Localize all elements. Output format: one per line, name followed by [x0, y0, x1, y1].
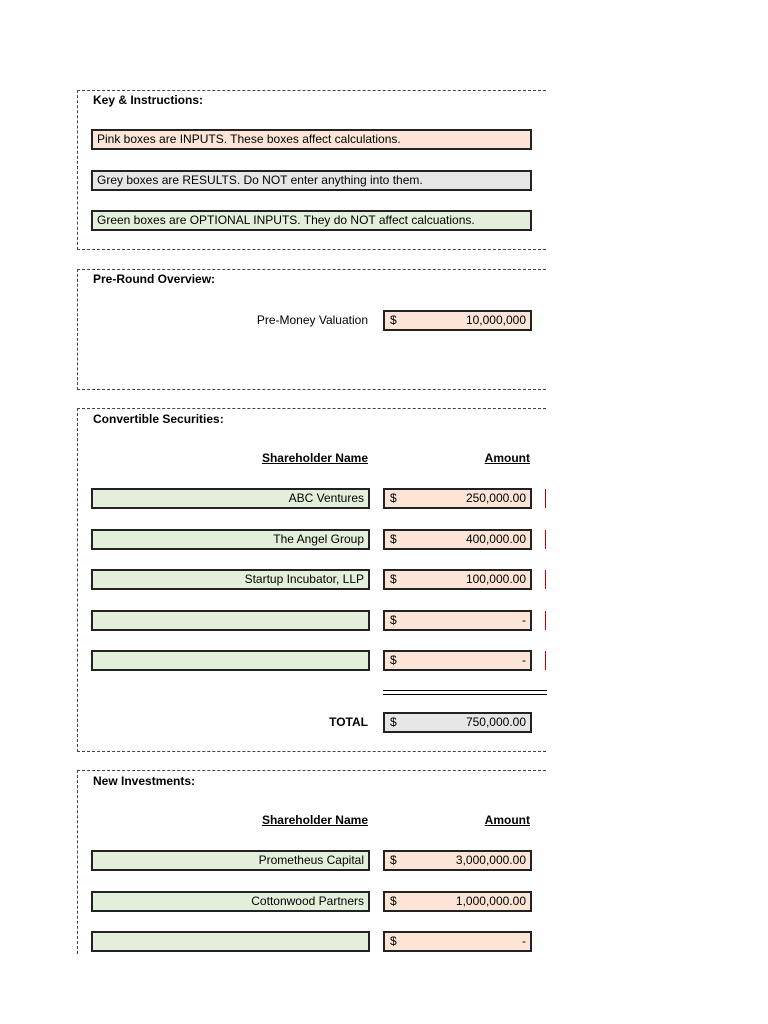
convertible-name-input-2[interactable]: The Angel Group — [91, 529, 370, 550]
currency-symbol: $ — [390, 653, 397, 667]
investment-name-input-3[interactable] — [91, 931, 370, 952]
red-marker — [545, 651, 546, 670]
currency-symbol: $ — [390, 894, 397, 908]
currency-symbol: $ — [390, 532, 397, 546]
currency-symbol: $ — [390, 715, 397, 729]
amount-header: Amount — [484, 813, 530, 827]
convertible-name-input-5[interactable] — [91, 650, 370, 671]
convertible-total-value: 750,000.00 — [465, 715, 526, 729]
currency-symbol: $ — [390, 572, 397, 586]
key-grey-box: Grey boxes are RESULTS. Do NOT enter anything into them. — [91, 170, 532, 191]
pre-round-section — [77, 269, 546, 390]
convertible-amount-value: - — [522, 653, 526, 667]
investment-amount-value: 3,000,000.00 — [455, 853, 526, 867]
key-pink-box: Pink boxes are INPUTS. These boxes affect calculations. — [91, 129, 532, 150]
new-investments-title: New Investments: — [93, 774, 196, 788]
red-marker — [545, 611, 546, 630]
currency-symbol: $ — [390, 853, 397, 867]
convertible-name-input-3[interactable]: Startup Incubator, LLP — [91, 569, 370, 590]
convertible-total-result — [383, 712, 532, 733]
investment-name-input-2[interactable]: Cottonwood Partners — [91, 891, 370, 912]
pre-round-title: Pre-Round Overview: — [93, 272, 216, 286]
pre-money-valuation-label: Pre-Money Valuation — [256, 313, 368, 327]
convertible-securities-title: Convertible Securities: — [93, 412, 224, 426]
convertible-amount-input-2[interactable] — [383, 529, 532, 550]
red-marker — [545, 530, 546, 549]
convertible-amount-input-1[interactable] — [383, 488, 532, 509]
convertible-amount-value: 400,000.00 — [465, 532, 526, 546]
currency-symbol: $ — [390, 313, 397, 327]
convertible-name-input-4[interactable] — [91, 610, 370, 631]
key-instructions-section — [77, 90, 546, 250]
currency-symbol: $ — [390, 491, 397, 505]
red-marker — [545, 570, 546, 589]
amount-header: Amount — [484, 451, 530, 465]
convertible-amount-input-4[interactable] — [383, 610, 532, 631]
total-label: TOTAL — [329, 715, 368, 729]
investment-amount-input-1[interactable] — [383, 850, 532, 871]
currency-symbol: $ — [390, 613, 397, 627]
total-double-rule — [383, 690, 547, 695]
new-investments-section — [77, 770, 546, 954]
key-instructions-title: Key & Instructions: — [93, 93, 204, 107]
investment-amount-value: - — [522, 934, 526, 948]
convertible-amount-input-3[interactable] — [383, 569, 532, 590]
key-green-box: Green boxes are OPTIONAL INPUTS. They do NOT affect calcuations. — [91, 210, 532, 231]
convertible-amount-input-5[interactable] — [383, 650, 532, 671]
currency-symbol: $ — [390, 934, 397, 948]
pre-money-valuation-input[interactable] — [383, 310, 532, 331]
shareholder-name-header: Shareholder Name — [261, 451, 368, 465]
convertible-amount-value: 100,000.00 — [465, 572, 526, 586]
convertible-securities-section — [77, 408, 546, 752]
convertible-amount-value: 250,000.00 — [465, 491, 526, 505]
investment-amount-input-2[interactable] — [383, 891, 532, 912]
pre-money-valuation-value: 10,000,000 — [465, 313, 526, 327]
investment-name-input-1[interactable]: Prometheus Capital — [91, 850, 370, 871]
convertible-name-input-1[interactable]: ABC Ventures — [91, 488, 370, 509]
investment-amount-input-3[interactable] — [383, 931, 532, 952]
investment-amount-value: 1,000,000.00 — [455, 894, 526, 908]
shareholder-name-header: Shareholder Name — [261, 813, 368, 827]
convertible-amount-value: - — [522, 613, 526, 627]
red-marker — [545, 489, 546, 508]
